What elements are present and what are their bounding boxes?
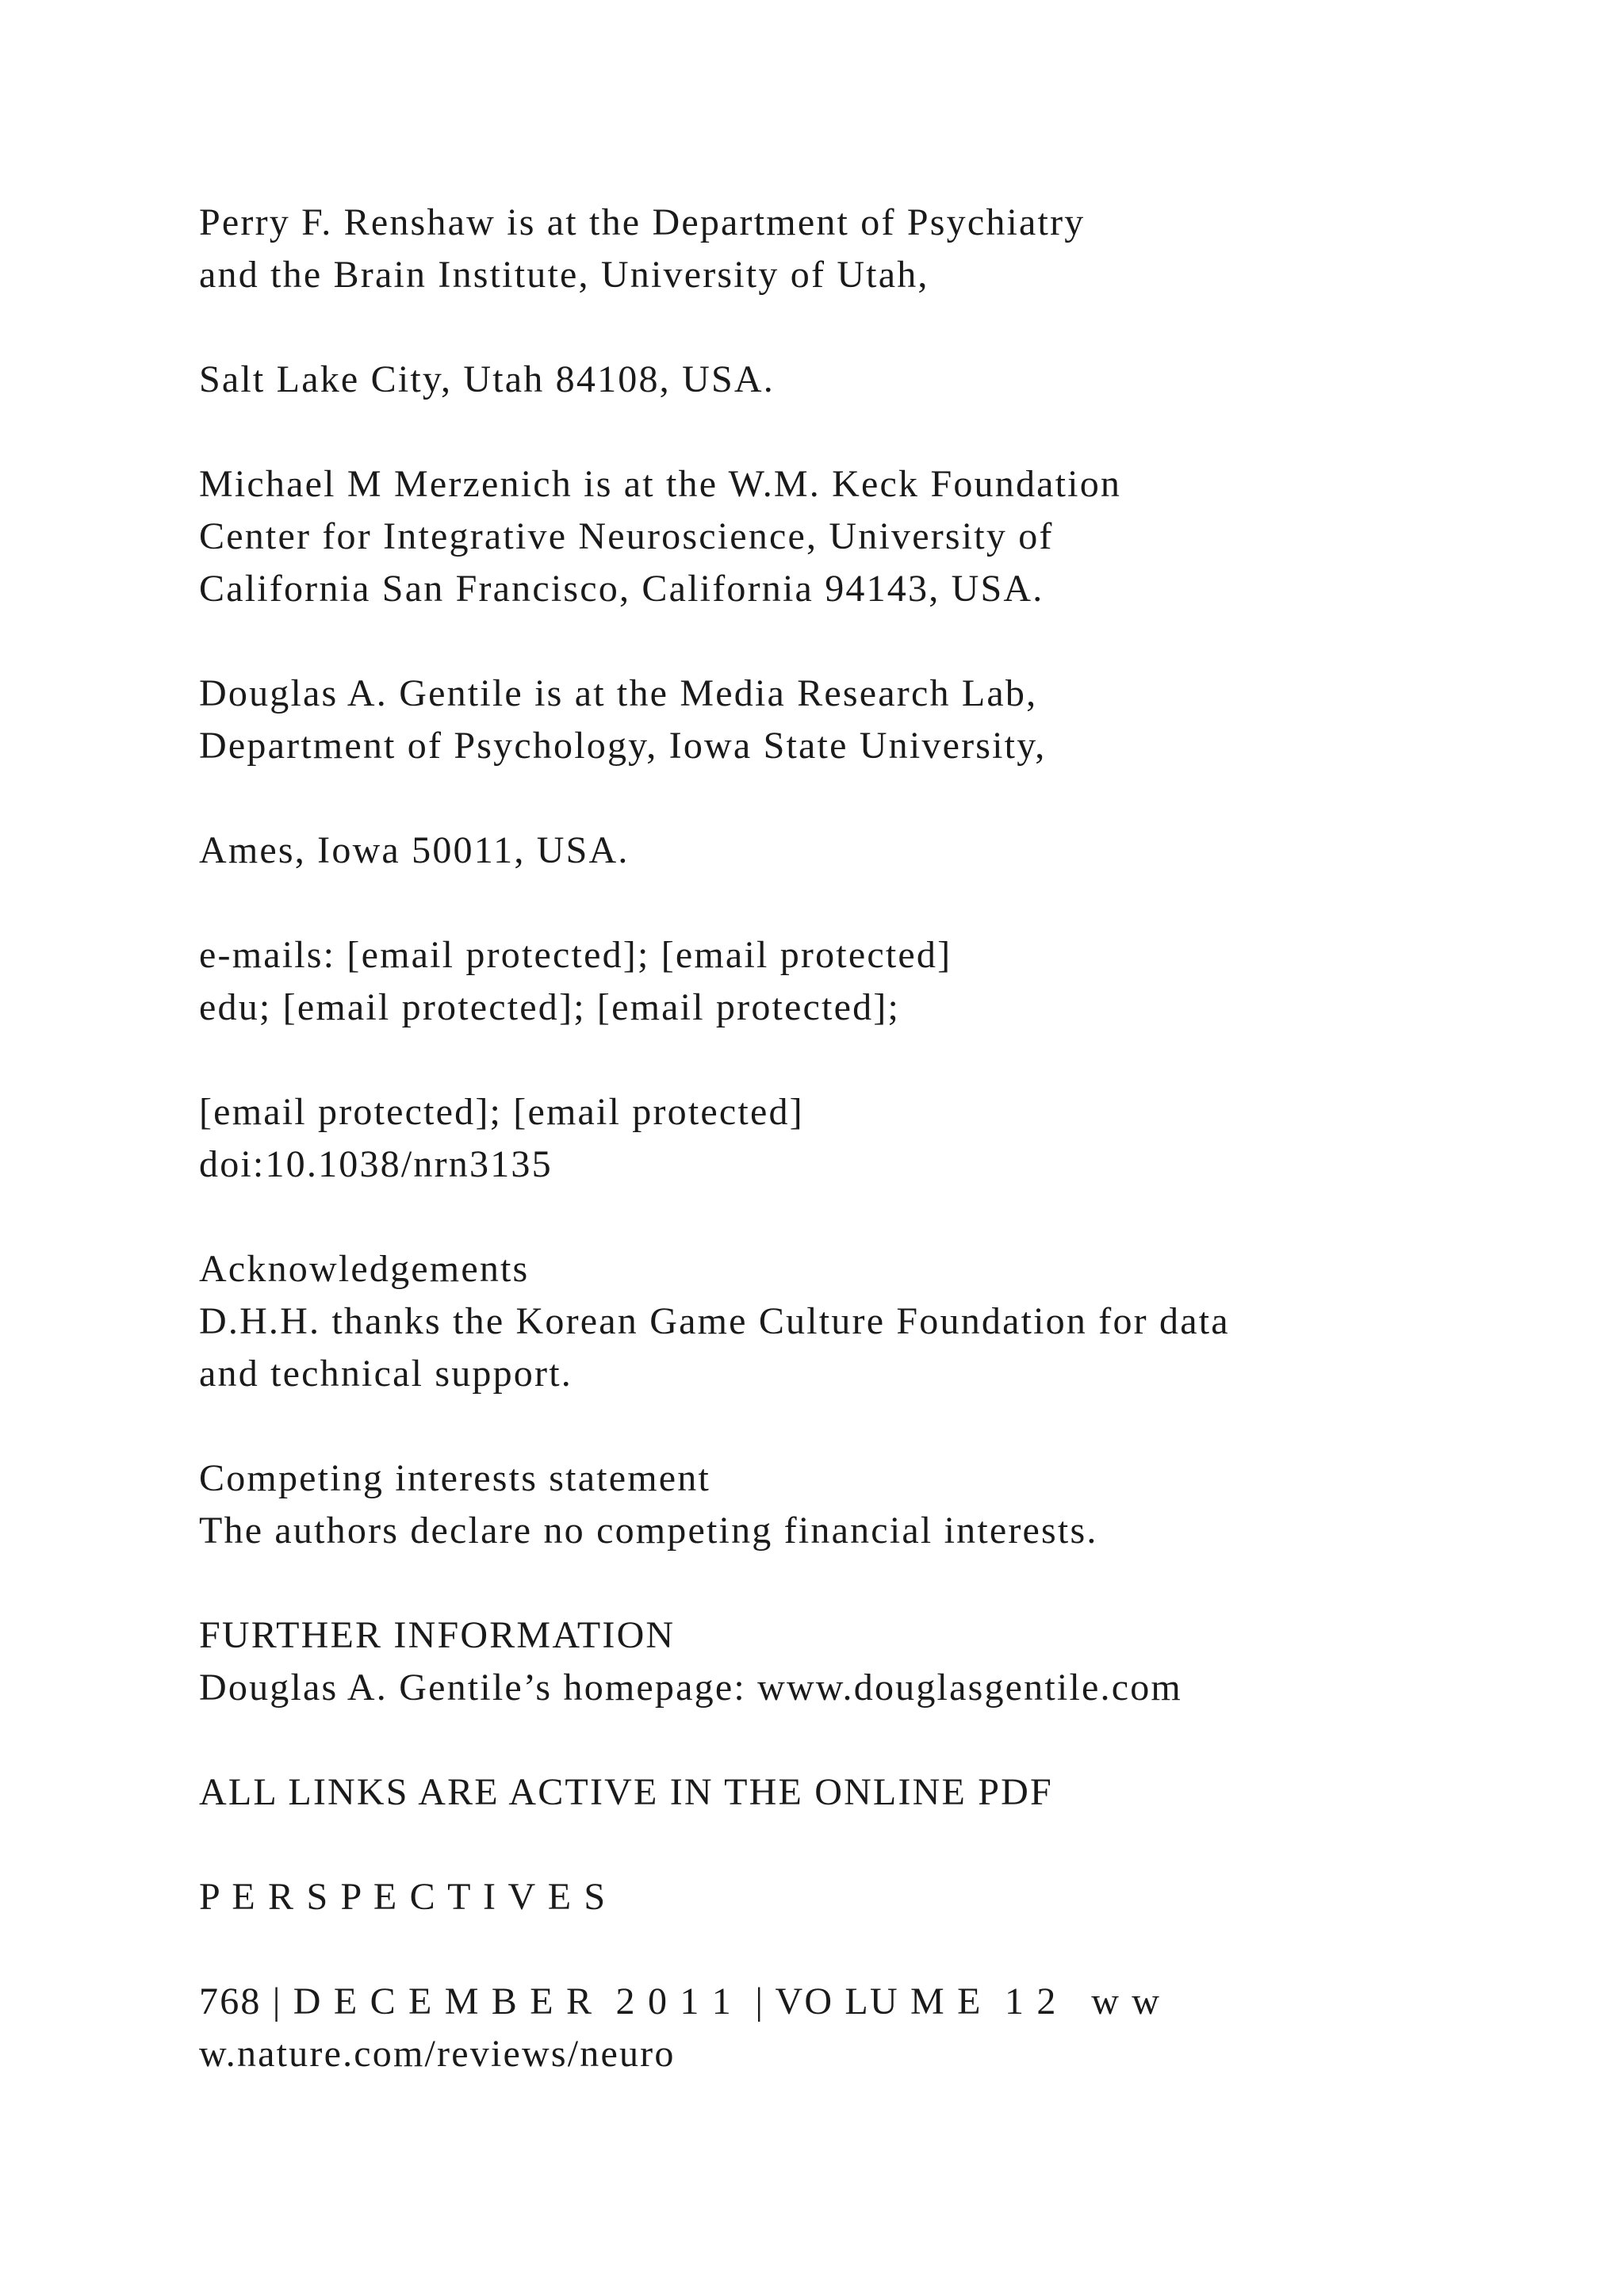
footer-line-1: 768 | D E C E M B E R 2 0 1 1 | VO LU M E 1 2 w w — [199, 1980, 1162, 2022]
affiliation-merzenich-line-2: Center for Integrative Neuroscience, University of — [199, 515, 1054, 557]
affiliation-gentile-line-3: Ames, Iowa 50011, USA. — [199, 829, 630, 871]
homepage-line: Douglas A. Gentile’s homepage: www.douglasgentile.com — [199, 1667, 1182, 1709]
emails-line-1: e-mails: [email protected]; [email protected] — [199, 934, 952, 976]
competing-interests-text: The authors declare no competing financial interests. — [199, 1510, 1098, 1552]
affiliation-merzenich-line-3: California San Francisco, California 94143, USA. — [199, 568, 1044, 610]
affiliation-gentile-line-2: Department of Psychology, Iowa State University, — [199, 725, 1047, 767]
section-label: P E R S P E C T I V E S — [199, 1876, 607, 1918]
affiliation-renshaw-line-3: Salt Lake City, Utah 84108, USA. — [199, 358, 775, 400]
affiliation-renshaw-line-1: Perry F. Renshaw is at the Department of Psychiatry — [199, 201, 1086, 243]
footer-line-2: w.nature.com/reviews/neuro — [199, 2033, 676, 2075]
further-information-heading: FURTHER INFORMATION — [199, 1614, 676, 1656]
competing-interests-heading: Competing interests statement — [199, 1457, 711, 1499]
affiliation-merzenich-line-1: Michael M Merzenich is at the W.M. Keck Foundation — [199, 463, 1122, 505]
affiliation-renshaw-line-2: and the Brain Institute, University of Utah, — [199, 254, 929, 296]
acknowledgements-line-2: and technical support. — [199, 1353, 573, 1395]
links-active-note: ALL LINKS ARE ACTIVE IN THE ONLINE PDF — [199, 1771, 1053, 1813]
affiliation-gentile-line-1: Douglas A. Gentile is at the Media Research Lab, — [199, 672, 1038, 714]
acknowledgements-line-1: D.H.H. thanks the Korean Game Culture Foundation for data — [199, 1300, 1230, 1342]
acknowledgements-heading: Acknowledgements — [199, 1248, 530, 1290]
doi-line: doi:10.1038/nrn3135 — [199, 1143, 553, 1185]
emails-line-3: [email protected]; [email protected] — [199, 1091, 804, 1133]
emails-line-2: edu; [email protected]; [email protected]; — [199, 986, 901, 1028]
